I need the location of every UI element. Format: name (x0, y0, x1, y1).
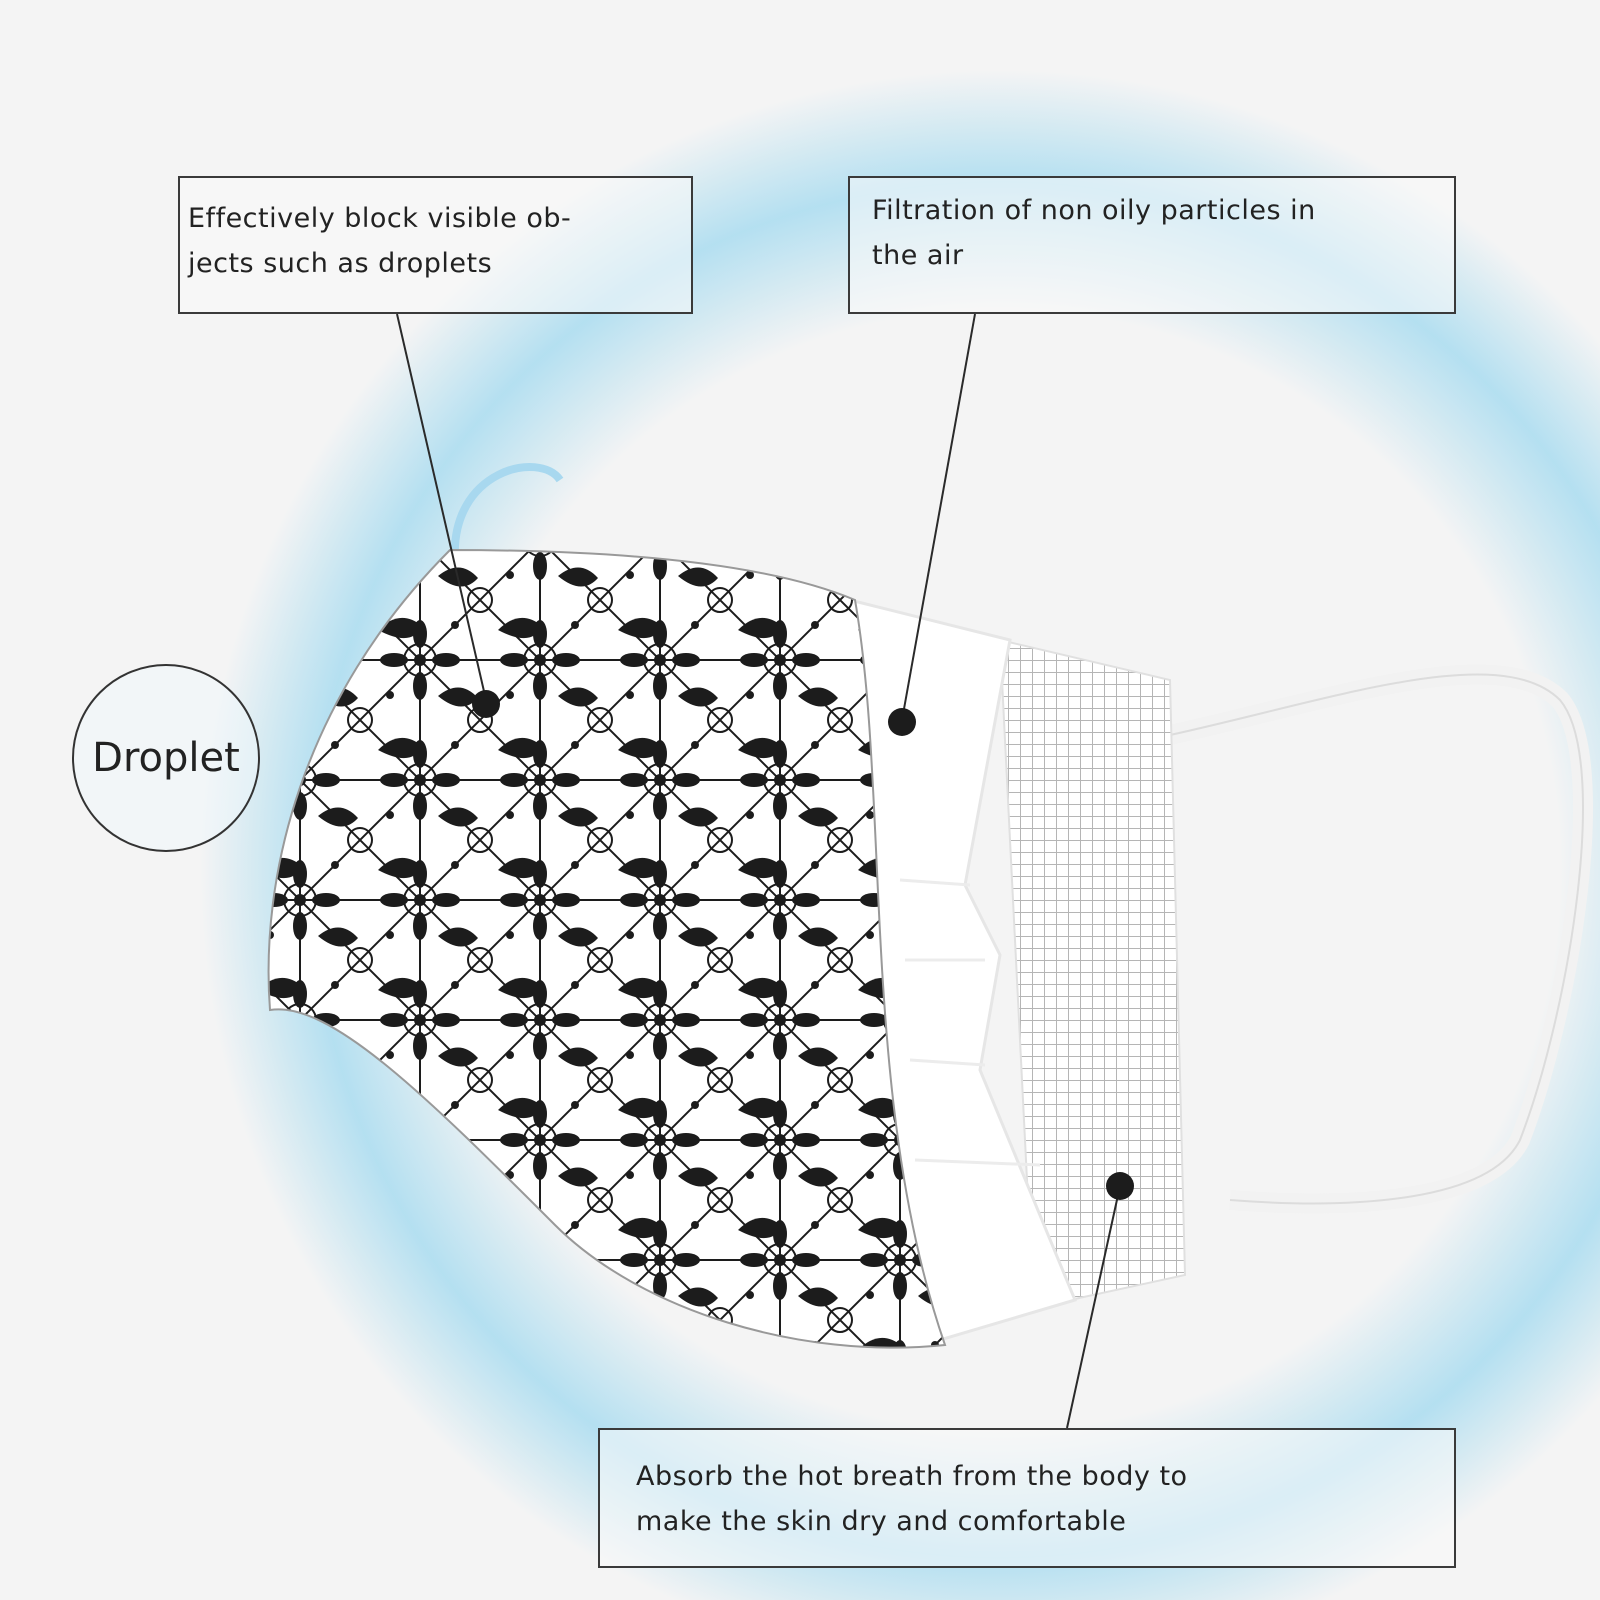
marker-dot-middle-layer (888, 708, 916, 736)
callout-block-droplets-line-1: Effectively block visible ob- (188, 203, 572, 234)
droplet-label: Droplet (72, 664, 260, 852)
callout-absorb-breath-line-2: make the skin dry and comfortable (636, 1506, 1127, 1537)
callout-filtration-line-1: Filtration of non oily particles in (872, 195, 1316, 226)
callout-absorb-breath-line-1: Absorb the hot breath from the body to (636, 1461, 1188, 1492)
callout-absorb-breath (598, 1428, 1456, 1568)
marker-dot-outer-layer (472, 690, 500, 718)
callout-block-droplets-line-2: jects such as droplets (188, 248, 493, 279)
callout-filtration-line-2: the air (872, 240, 964, 271)
callout-block-droplets (178, 176, 693, 314)
marker-dot-inner-layer (1106, 1172, 1134, 1200)
callout-filtration (848, 176, 1456, 314)
